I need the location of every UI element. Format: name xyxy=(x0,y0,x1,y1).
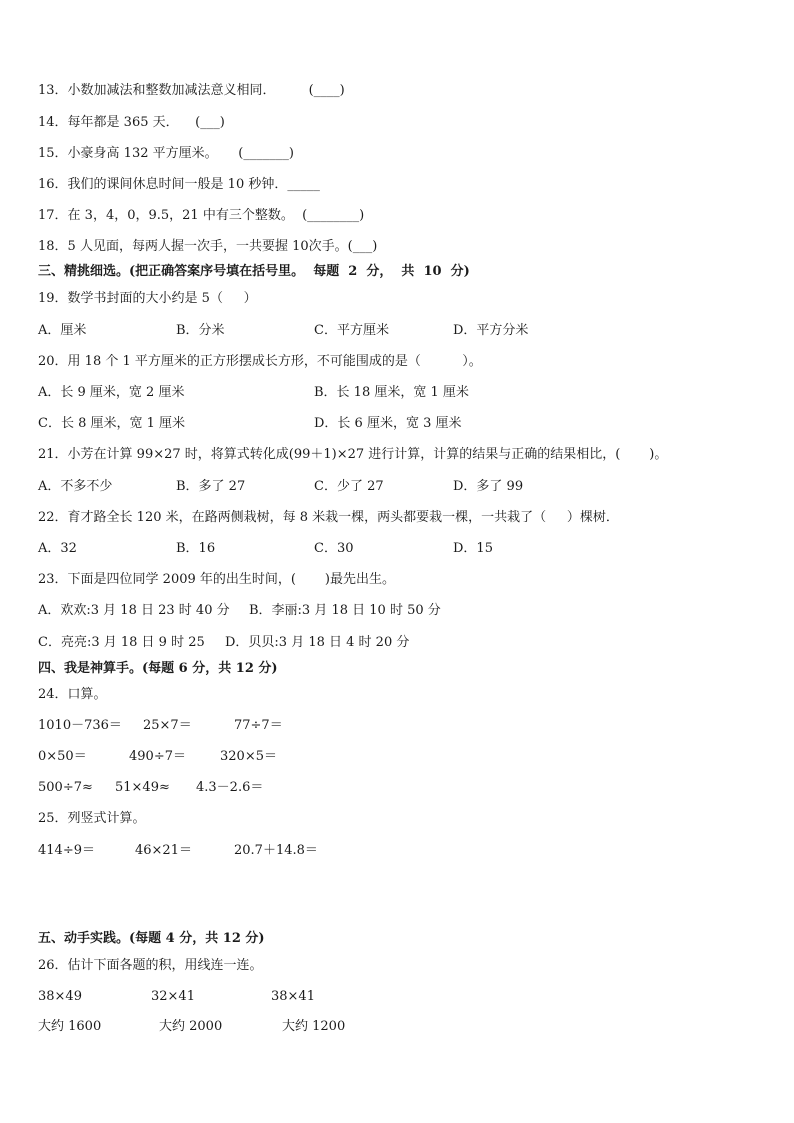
question-19-option-a: A．厘米 xyxy=(38,323,87,338)
question-22-option-c: C．30 xyxy=(314,541,354,556)
question-14: 14．每年都是 365 天． (___) xyxy=(38,115,225,130)
oral-calc-item: 1010－736＝ xyxy=(38,718,122,733)
question-23-option-c: C．亮亮:3 月 18 日 9 时 25 xyxy=(38,635,205,650)
question-21-option-b: B．多了 27 xyxy=(176,479,246,494)
question-17: 17．在 3，4，0，9.5，21 中有三个整数。 (________) xyxy=(38,208,365,223)
question-19-option-c: C．平方厘米 xyxy=(314,323,389,338)
estimate-value: 大约 2000 xyxy=(159,1019,223,1034)
question-22-option-a: A．32 xyxy=(38,541,77,556)
oral-calc-item: 51×49≈ xyxy=(115,780,170,795)
question-21-stem: 21．小芳在计算 99×27 时，将算式转化成(99＋1)×27 进行计算，计算的结果与正确的结果相比，( )。 xyxy=(38,447,668,462)
question-22-option-d: D．15 xyxy=(453,541,493,556)
question-20-option-d: D．长 6 厘米，宽 3 厘米 xyxy=(314,416,462,431)
question-20-stem: 20．用 18 个 1 平方厘米的正方形摆成长方形，不可能围成的是（ ）。 xyxy=(38,354,482,369)
oral-calc-item: 320×5＝ xyxy=(220,749,277,764)
section-5-heading: 五、动手实践。(每题 4 分，共 12 分) xyxy=(38,931,265,946)
question-26-stem: 26．估计下面各题的积，用线连一连。 xyxy=(38,958,263,973)
question-16: 16．我们的课间休息时间一般是 10 秒钟．_____ xyxy=(38,177,320,192)
question-15: 15．小豪身高 132 平方厘米。 (_______) xyxy=(38,146,294,161)
question-23-option-b: B．李丽:3 月 18 日 10 时 50 分 xyxy=(249,603,441,618)
question-20-option-a: A．长 9 厘米，宽 2 厘米 xyxy=(38,385,185,400)
question-23-option-d: D．贝贝:3 月 18 日 4 时 20 分 xyxy=(225,635,410,650)
question-19-stem: 19．数学书封面的大小约是 5（ ） xyxy=(38,291,257,306)
oral-calc-item: 490÷7＝ xyxy=(129,749,186,764)
question-24-stem: 24．口算。 xyxy=(38,687,107,702)
oral-calc-item: 500÷7≈ xyxy=(38,780,93,795)
oral-calc-item: 4.3－2.6＝ xyxy=(196,780,264,795)
question-18: 18．5 人见面，每两人握一次手，一共要握 10次手。(___) xyxy=(38,239,378,254)
question-19-option-d: D．平方分米 xyxy=(453,323,529,338)
question-13: 13．小数加减法和整数加减法意义相同． (____) xyxy=(38,83,345,98)
oral-calc-item: 0×50＝ xyxy=(38,749,87,764)
question-20-option-c: C．长 8 厘米，宽 1 厘米 xyxy=(38,416,186,431)
question-22-option-b: B．16 xyxy=(176,541,216,556)
question-21-option-d: D．多了 99 xyxy=(453,479,524,494)
question-20-option-b: B．长 18 厘米，宽 1 厘米 xyxy=(314,385,469,400)
question-23-stem: 23．下面是四位同学 2009 年的出生时间，( )最先出生。 xyxy=(38,572,395,587)
estimate-value: 大约 1200 xyxy=(282,1019,346,1034)
oral-calc-item: 25×7＝ xyxy=(143,718,192,733)
vertical-calc-item: 414÷9＝ xyxy=(38,843,95,858)
section-3-heading: 三、精挑细选。(把正确答案序号填在括号里。 每题 2 分， 共 10 分) xyxy=(38,264,470,279)
product-expression: 38×41 xyxy=(271,989,315,1004)
oral-calc-item: 77÷7＝ xyxy=(234,718,283,733)
question-21-option-a: A．不多不少 xyxy=(38,479,113,494)
vertical-calc-item: 46×21＝ xyxy=(135,843,192,858)
product-expression: 32×41 xyxy=(151,989,195,1004)
section-4-heading: 四、我是神算手。(每题 6 分，共 12 分) xyxy=(38,661,278,676)
question-23-option-a: A．欢欢:3 月 18 日 23 时 40 分 xyxy=(38,603,230,618)
product-expression: 38×49 xyxy=(38,989,82,1004)
estimate-value: 大约 1600 xyxy=(38,1019,102,1034)
question-22-stem: 22．育才路全长 120 米，在路两侧栽树，每 8 米栽一棵，两头都要栽一棵，一共栽了（ ）棵树． xyxy=(38,510,619,525)
vertical-calc-item: 20.7＋14.8＝ xyxy=(234,843,318,858)
question-19-option-b: B．分米 xyxy=(176,323,225,338)
question-21-option-c: C．少了 27 xyxy=(314,479,384,494)
question-25-stem: 25．列竖式计算。 xyxy=(38,811,146,826)
